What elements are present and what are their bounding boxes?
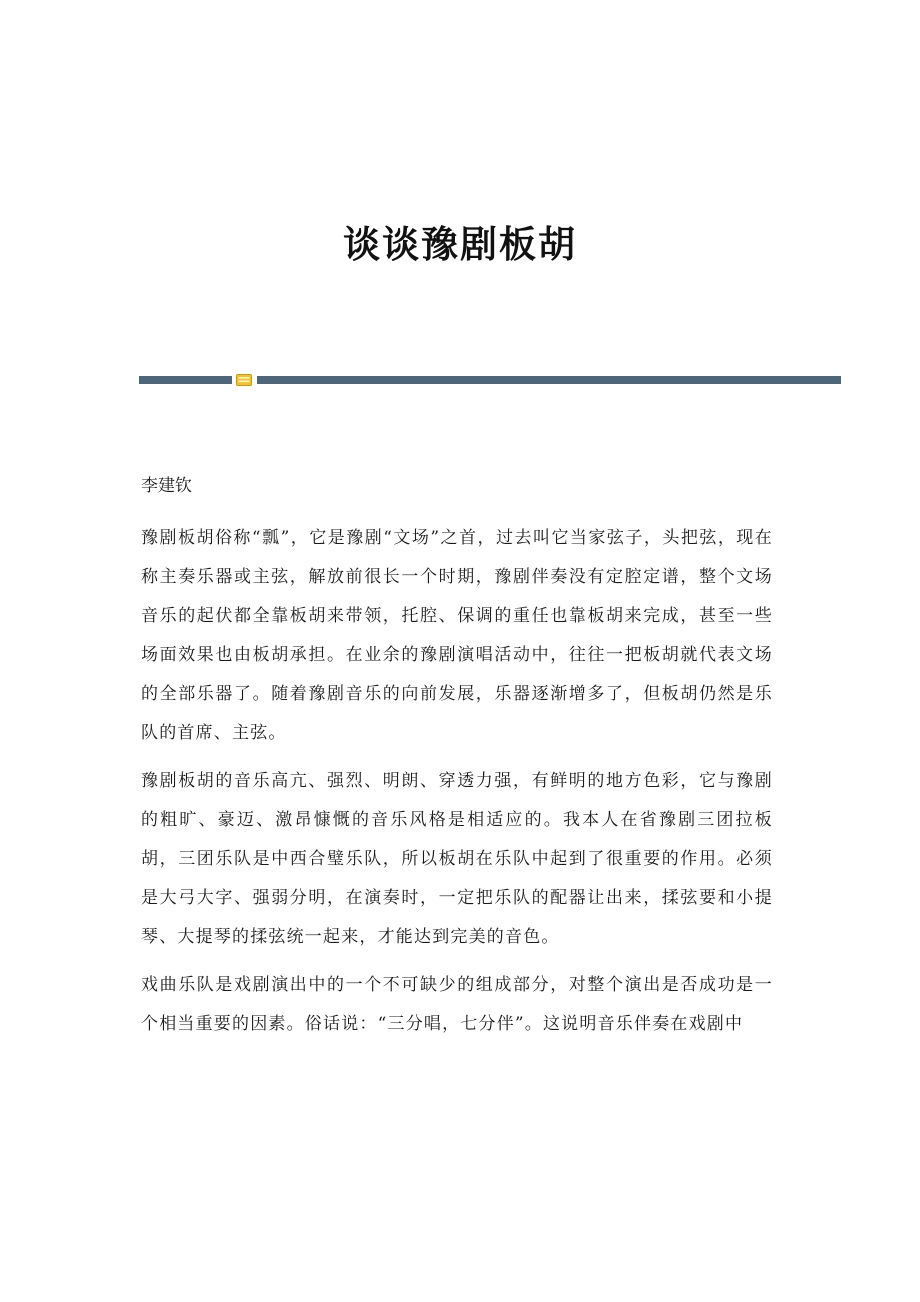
paragraph: 豫剧板胡的音乐高亢、强烈、明朗、穿透力强，有鲜明的地方色彩，它与豫剧的粗旷、豪迈、激昂慷慨的音乐风格是相适应的。我本人在省豫剧三团拉板胡，三团乐队是中西合璧乐队，所以板胡在乐队中起到了很重要的作用。必须是大弓大字、强弱分明，在演奏时，一定把乐队的配器让出来，揉弦要和小提琴、大提琴的揉弦统一起来，才能达到完美的音色。	[141, 771, 773, 947]
title-divider	[139, 374, 841, 386]
article-body	[141, 519, 773, 1053]
divider-bar-left	[139, 376, 232, 384]
document-title: 谈谈豫剧板胡	[343, 222, 577, 266]
folder-icon	[236, 374, 252, 386]
paragraph: 戏曲乐队是戏剧演出中的一个不可缺少的组成部分，对整个演出是否成功是一个相当重要的因素。俗话说：“三分唱，七分伴”。这说明音乐伴奏在戏剧中	[141, 975, 773, 1034]
author-name: 李建钦	[141, 476, 192, 496]
divider-bar-right	[257, 376, 841, 384]
paragraph: 豫剧板胡俗称“瓢”，它是豫剧“文场”之首，过去叫它当家弦子，头把弦，现在称主奏乐器或主弦，解放前很长一个时期，豫剧伴奏没有定腔定谱，整个文场音乐的起伏都全靠板胡来带领，托腔、保调的重任也靠板胡来完成，甚至一些场面效果也由板胡承担。在业余的豫剧演唱活动中，往往一把板胡就代表文场的全部乐器了。随着豫剧音乐的向前发展，乐器逐渐增多了，但板胡仍然是乐队的首席、主弦。	[141, 528, 773, 743]
